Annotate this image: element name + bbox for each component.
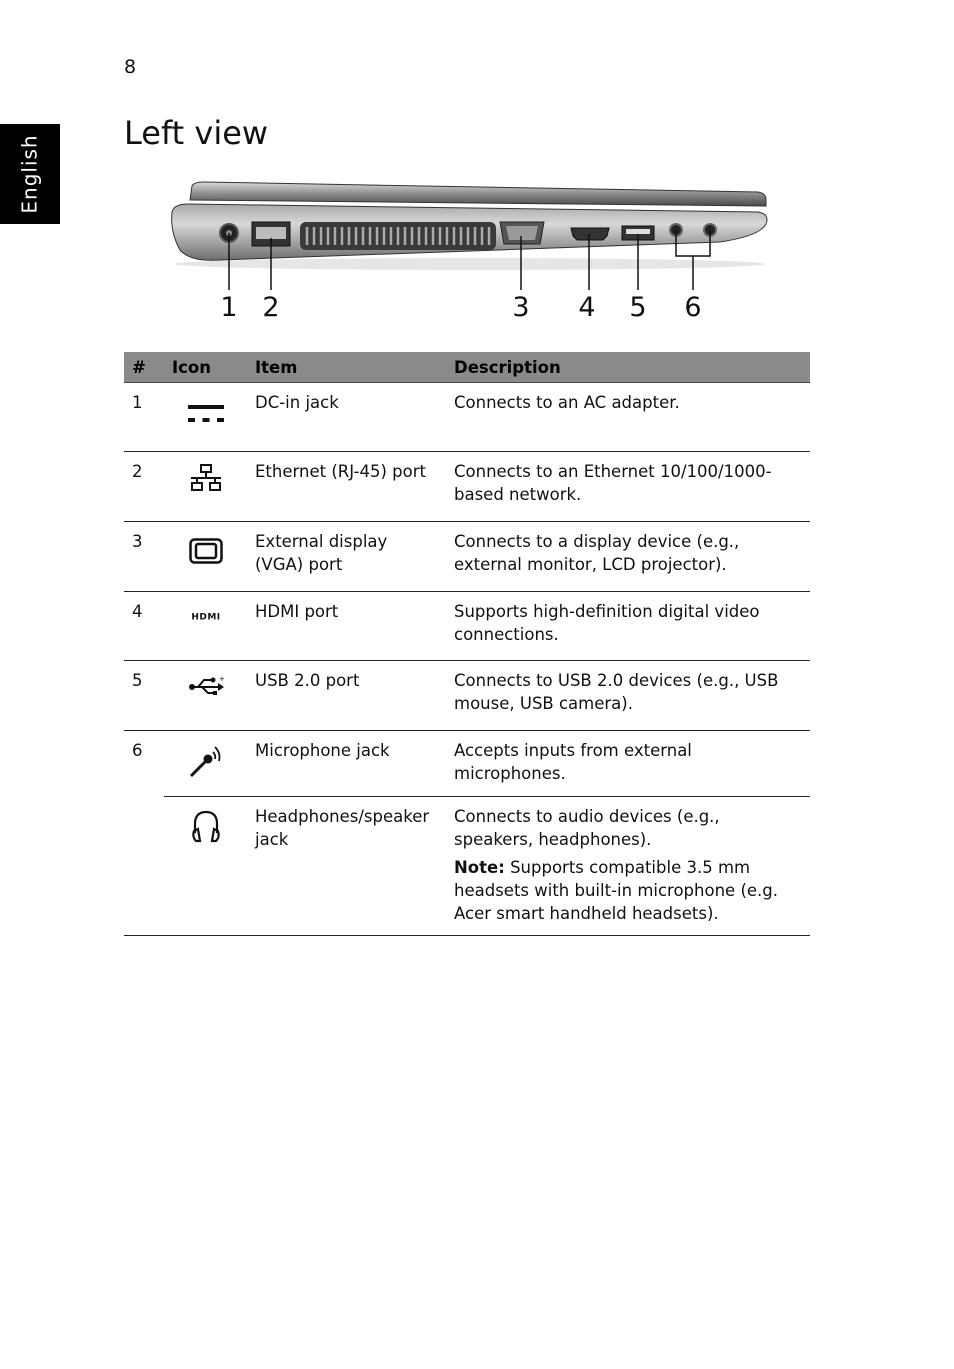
ethernet-contacts (256, 227, 286, 239)
svg-text:+: + (218, 675, 225, 683)
microphone-icon (188, 743, 224, 779)
usb-tongue (626, 229, 650, 234)
row-description: Connects to USB 2.0 devices (e.g., USB mouse, USB camera). (446, 661, 810, 731)
note-label: Note: (454, 858, 505, 877)
hdmi-port (571, 228, 609, 240)
headphones-icon (190, 809, 222, 845)
table-row (124, 731, 810, 797)
callout-4: 4 (578, 292, 596, 323)
row-icon-cell (164, 383, 247, 452)
note-text: Supports compatible 3.5 mm headsets with built-in microphone (e.g. Acer smart handheld headsets). (454, 858, 778, 923)
table-header-row (124, 352, 810, 383)
callout-6: 6 (684, 292, 702, 323)
table-row (124, 383, 810, 452)
row-icon-cell (164, 592, 247, 661)
row-number: 3 (124, 522, 164, 592)
callout-2: 2 (262, 292, 280, 323)
row-icon-cell (164, 797, 247, 936)
row-icon-cell (164, 661, 247, 731)
table-row (124, 661, 810, 731)
header-item: Item (247, 352, 446, 383)
hdmi-icon (187, 610, 225, 622)
page-number: 8 (124, 56, 137, 78)
vga-icon (189, 538, 223, 564)
row-item: Headphones/speaker jack (247, 797, 446, 936)
table-row (124, 592, 810, 661)
row-description: Connects to an AC adapter. (446, 383, 810, 452)
row-item: Microphone jack (247, 731, 446, 797)
callout-5: 5 (629, 292, 647, 323)
row-description: Connects to an Ethernet 10/100/1000-based network. (446, 452, 810, 522)
ethernet-icon (189, 464, 223, 492)
row-description: Supports high-definition digital video connections. (446, 592, 810, 661)
row-item: HDMI port (247, 592, 446, 661)
table-row (124, 797, 810, 936)
row-item: Ethernet (RJ-45) port (247, 452, 446, 522)
row-number: 1 (124, 383, 164, 452)
language-side-tab-label: English (18, 134, 42, 214)
row-note (454, 856, 802, 925)
header-icon: Icon (164, 352, 247, 383)
row-description-cell (446, 797, 810, 936)
laptop-left-view-figure (160, 172, 780, 332)
row-icon-cell (164, 452, 247, 522)
hdmi-icon-text: HDMI (190, 612, 221, 623)
language-side-tab (0, 124, 60, 224)
air-vent (300, 222, 496, 250)
callout-1: 1 (220, 292, 238, 323)
row-description: Accepts inputs from external microphones. (446, 731, 810, 797)
callout-3: 3 (512, 292, 530, 323)
row-icon-cell (164, 731, 247, 797)
row-number: 6 (124, 731, 164, 936)
row-number: 2 (124, 452, 164, 522)
laptop-lid (190, 182, 766, 206)
usb-icon (188, 675, 224, 697)
header-number: # (124, 352, 164, 383)
row-description: Connects to audio devices (e.g., speakers, headphones). (454, 807, 720, 849)
header-description: Description (446, 352, 810, 383)
row-number: 5 (124, 661, 164, 731)
row-icon-cell (164, 522, 247, 592)
row-item: DC-in jack (247, 383, 446, 452)
row-item: USB 2.0 port (247, 661, 446, 731)
row-item: External display (VGA) port (247, 522, 446, 592)
table-row (124, 522, 810, 592)
laptop-left-side-illustration (160, 172, 780, 332)
page-title: Left view (124, 114, 269, 152)
laptop-shadow (175, 258, 765, 270)
row-description: Connects to a display device (e.g., external monitor, LCD projector). (446, 522, 810, 592)
vga-pins (506, 226, 538, 240)
dc-in-icon (188, 403, 224, 425)
table-row (124, 452, 810, 522)
row-number: 4 (124, 592, 164, 661)
ports-table (124, 352, 810, 936)
